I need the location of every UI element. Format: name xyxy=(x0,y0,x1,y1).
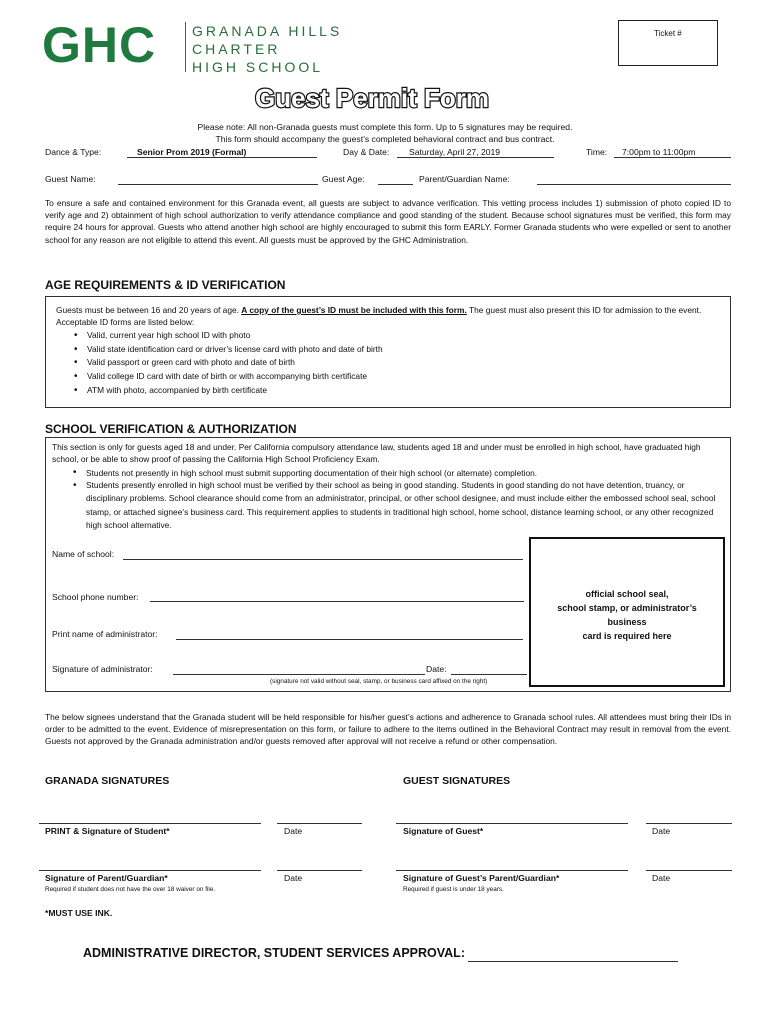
intro-paragraph: To ensure a safe and contained environment for this Granada event, all guests are subject to advance verification. This vetting process includes 1) submission of photo copied ID to verify age and 2) obtainment of high school authorization to verify attendance compliance and good standing of the student. Because school signatures must be verified, this form may require 24 hours for approval. Guests who attend another high school are highly encouraged to submit this form EARLY. Former Granada students who were expelled or sent to another school for any reason are not eligible to attend this event. All guests must be approved by the GHC Administration. xyxy=(45,198,731,245)
admin-date-label: Date: xyxy=(426,664,447,674)
list-item: • Students not presently in high school must submit supporting documentation of their high school (or alternate) completion. xyxy=(86,467,724,479)
seal-line-1: official school seal, xyxy=(585,589,669,599)
student-date-label: Date xyxy=(284,826,303,836)
signature-note: (signature not valid without seal, stamp, or business card affixed on the right) xyxy=(270,678,488,685)
guest-signature-label: Signature of Guest* xyxy=(403,826,484,836)
parent-signature-line[interactable] xyxy=(39,870,261,871)
guest-date-label: Date xyxy=(652,826,671,836)
logo-line-2: CHARTER xyxy=(192,41,281,57)
parent-name-label: Parent/Guardian Name: xyxy=(419,174,510,184)
logo-line-1: GRANADA HILLS xyxy=(192,23,343,39)
age-section-text xyxy=(56,304,720,329)
seal-line-2: school stamp, or administrator’s xyxy=(557,603,697,613)
logo-line-3: HIGH SCHOOL xyxy=(192,59,324,75)
form-title xyxy=(252,83,492,113)
seal-instructions xyxy=(531,587,723,643)
guest-parent-date-label: Date xyxy=(652,873,671,883)
guest-signatures-heading: GUEST SIGNATURES xyxy=(403,775,511,787)
guest-parent-signature-note: Required if guest is under 18 years. xyxy=(403,886,504,893)
guest-age-field[interactable] xyxy=(378,172,413,185)
time-value: 7:00pm to 11:00pm xyxy=(622,147,696,157)
dance-type-value: Senior Prom 2019 (Formal) xyxy=(137,147,247,157)
guest-parent-signature-line[interactable] xyxy=(396,870,628,871)
age-section-box xyxy=(45,296,731,408)
school-phone-field[interactable] xyxy=(150,590,524,602)
time-field[interactable] xyxy=(614,145,731,158)
admin-name-field[interactable] xyxy=(176,628,523,640)
student-signature-label: PRINT & Signature of Student* xyxy=(45,826,170,836)
school-section-text: This section is only for guests aged 18 and under. Per California compulsory attendance law, students aged 18 and under must be enrolled in high school, have graduated high school, or be able to show proof of passing the California High School Proficiency Exam. xyxy=(52,442,701,465)
admin-approval-label: ADMINISTRATIVE DIRECTOR, STUDENT SERVICES APPROVAL: xyxy=(83,946,465,960)
logo-divider xyxy=(185,22,186,72)
id-forms-list xyxy=(56,329,720,398)
guest-parent-date-line[interactable] xyxy=(646,870,732,871)
school-phone-label: School phone number: xyxy=(52,592,139,602)
age-text-emphasis: A copy of the guest’s ID must be included with this form. xyxy=(241,305,467,315)
day-date-field[interactable] xyxy=(397,145,554,158)
guest-date-line[interactable] xyxy=(646,823,732,824)
dance-type-label: Dance & Type: xyxy=(45,147,102,157)
time-label: Time: xyxy=(586,147,608,157)
guest-age-label: Guest Age: xyxy=(322,174,365,184)
admin-signature-field[interactable] xyxy=(173,663,425,675)
guest-parent-signature-label: Signature of Guest’s Parent/Guardian* xyxy=(403,873,560,883)
seal-line-3: business xyxy=(607,617,647,627)
parent-date-line[interactable] xyxy=(277,870,362,871)
age-text-after: The guest must also present this ID for admission to the event. Acceptable ID forms are listed below: xyxy=(56,305,702,328)
school-requirements-list xyxy=(52,467,724,532)
granada-signatures-heading: GRANADA SIGNATURES xyxy=(45,775,170,787)
dance-type-field[interactable] xyxy=(127,145,317,158)
guest-name-label: Guest Name: xyxy=(45,174,96,184)
parent-date-label: Date xyxy=(284,873,303,883)
student-signature-line[interactable] xyxy=(39,823,261,824)
age-section-heading: AGE REQUIREMENTS & ID VERIFICATION xyxy=(45,278,286,292)
parent-name-field[interactable] xyxy=(537,172,731,185)
note-line-2: This form should accompany the guest’s completed behavioral contract and bus contract. xyxy=(215,134,555,144)
day-date-value: Saturday, April 27, 2019 xyxy=(409,147,501,157)
school-name-field[interactable] xyxy=(123,548,523,560)
seal-line-4: card is required here xyxy=(582,631,672,641)
ticket-label: Ticket # xyxy=(654,29,682,38)
admin-approval-line[interactable] xyxy=(468,961,678,962)
list-item: • Valid state identification card or driver’s license card with photo and date of birth xyxy=(87,343,720,357)
list-item: • Students presently enrolled in high school must be verified by their school as being in good standing. Students in good standing do not have detention, truancy, or disciplinary problems. School clearance should come from an administrator, principal, or other school designee, and must include either the embossed school seal, school stamp, or attached signee’s business card. This requirement applies to students in traditional high school, home school, distance learning school, or any other recognized high school alternative. xyxy=(86,479,724,532)
parent-signature-note: Required if student does not have the over 18 waiver on file. xyxy=(45,886,216,893)
form-title-text: Guest Permit Form xyxy=(254,83,490,113)
school-section-heading: SCHOOL VERIFICATION & AUTHORIZATION xyxy=(45,422,297,436)
school-logo-letters: GHC xyxy=(42,17,157,73)
parent-signature-label: Signature of Parent/Guardian* xyxy=(45,873,168,883)
responsibility-paragraph: The below signees understand that the Granada student will be held responsible for his/her guest’s actions and adherence to Granada school rules. All attendees must bring their IDs in order to be admitted to the event. Evidence of misrepresentation on this form, or failure to adhere to the items outlined in the Behavioral Contract may result in removal from the event. Guests not approved by the Granada administration and/or guests removed after approval will not receive a refund or other compensation. xyxy=(45,712,731,747)
age-text-before: Guests must be between 16 and 20 years of age. xyxy=(56,305,242,315)
admin-name-label: Print name of administrator: xyxy=(52,629,158,639)
list-item: • Valid, current year high school ID with photo xyxy=(87,329,720,343)
school-name-label: Name of school: xyxy=(52,549,115,559)
admin-signature-label: Signature of administrator: xyxy=(52,664,153,674)
admin-date-field[interactable] xyxy=(451,663,527,675)
note-line-1: Please note: All non-Granada guests must complete this form. Up to 5 signatures may be required. xyxy=(197,122,573,132)
day-date-label: Day & Date: xyxy=(343,147,390,157)
ticket-box[interactable] xyxy=(618,20,718,66)
ink-note: *MUST USE INK. xyxy=(45,908,113,918)
school-logo-name xyxy=(192,22,342,76)
student-date-line[interactable] xyxy=(277,823,362,824)
list-item: • Valid passport or green card with photo and date of birth xyxy=(87,356,720,370)
seal-stamp-box xyxy=(529,537,725,687)
guest-signature-line[interactable] xyxy=(396,823,628,824)
list-item: • Valid college ID card with date of birth or with accompanying birth certificate xyxy=(87,370,720,384)
guest-name-field[interactable] xyxy=(118,172,318,185)
list-item: • ATM with photo, accompanied by birth certificate xyxy=(87,384,720,398)
